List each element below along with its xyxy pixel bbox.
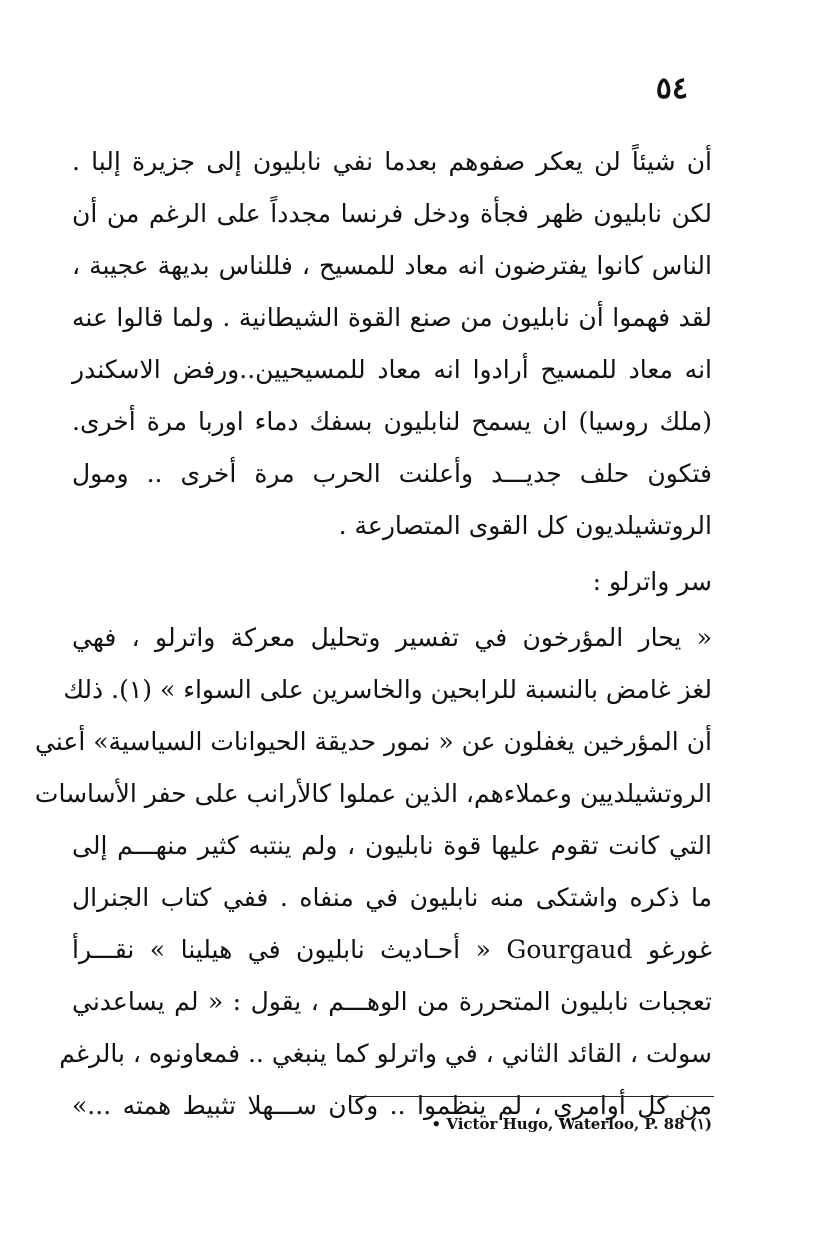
text-line: لغز غامض بالنسبة للرابحين والخاسرين على السواء » (١). ذلك <box>63 675 712 704</box>
text-line: الروتشيلديين وعملاءهم، الذين عملوا كالأرانب على حفر الأساسات <box>34 779 712 808</box>
text-line: لكن نابليون ظهر فجأة ودخل فرنسا مجدداً على الرغم من أن <box>72 199 712 228</box>
text-line: « يحار المؤرخون في تفسير وتحليل معركة واترلو ، فهي <box>72 623 712 652</box>
text-line: (ملك روسيا) ان يسمح لنابليون بسفك دماء اوربا مرة أخرى. <box>72 407 712 436</box>
text-line: سولت ، القائد الثاني ، في واترلو كما ينبغي .. فمعاونوه ، بالرغم <box>59 1039 712 1068</box>
text-line: ما ذكره واشتكى منه نابليون في منفاه . ففي كتاب الجنرال <box>72 883 712 912</box>
section-heading: سر واترلو : <box>592 567 712 596</box>
text-line: من كل أوامري ، لم ينظموا .. وكان ســـهلا تثبيط همته ...» <box>72 1091 712 1120</box>
text-line: أن شيئاً لن يعكر صفوهم بعدما نفي نابليون إلى جزيرة إلبا . <box>72 147 712 176</box>
text-line: التي كانت تقوم عليها قوة نابليون ، ولم ينتبه كثير منهـــم إلى <box>72 831 712 860</box>
text-line: فتكون حلف جديـــد وأعلنت الحرب مرة أخرى .. ومول <box>72 459 712 488</box>
text-line: انه معاد للمسيح أرادوا انه معاد للمسيحيين..ورفض الاسكندر <box>72 355 712 384</box>
page-number: ٥٤ <box>655 71 688 106</box>
text-line: الناس كانوا يفترضون انه معاد للمسيح ، فللناس بديهة عجيبة ، <box>72 251 712 280</box>
body-text <box>34 136 712 1132</box>
footnote-divider <box>350 1096 714 1097</box>
text-line: أن المؤرخين يغفلون عن « نمور حديقة الحيوانات السياسية» أعني <box>35 727 712 756</box>
text-line: الروتشيلديون كل القوى المتصارعة . <box>338 511 712 540</box>
text-line: غورغو Gourgaud « أحـاديث نابليون في هيلينا » نقـــرأ <box>72 935 712 964</box>
text-line: تعجبات نابليون المتحررة من الوهـــم ، يقول : « لم يساعدني <box>72 987 712 1016</box>
text-line: لقد فهموا أن نابليون من صنع القوة الشيطانية . ولما قالوا عنه <box>72 303 712 332</box>
footnote: • Victor Hugo, Waterloo, P. 88 (١) <box>431 1115 712 1133</box>
